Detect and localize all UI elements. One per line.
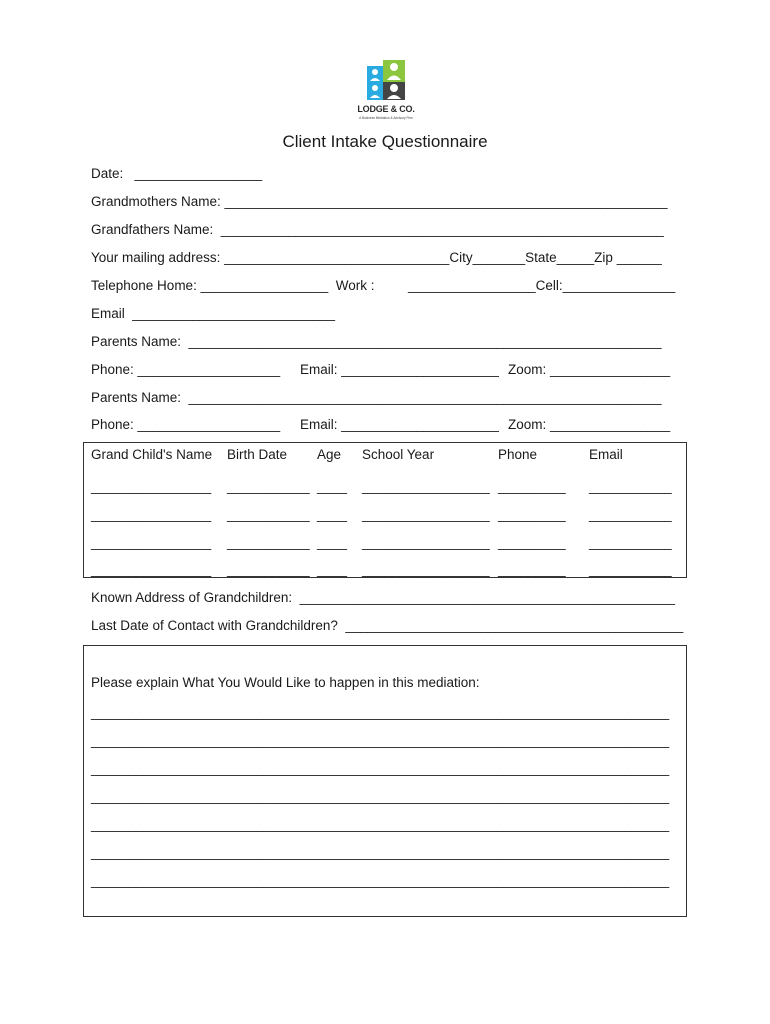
table-header-name: Grand Child's Name (91, 447, 213, 462)
people-icon (350, 58, 422, 104)
row-phone-blank[interactable]: _________ (498, 507, 566, 522)
explanation-prompt: Please explain What You Would Like to happen in this mediation: (91, 675, 480, 690)
explanation-line[interactable]: _____________________________________________________________________________ (91, 705, 670, 720)
explanation-line[interactable]: _____________________________________________________________________________ (91, 873, 670, 888)
row-name-blank[interactable]: ________________ (91, 562, 212, 577)
company-logo (350, 58, 422, 124)
grandmothers-name-field[interactable]: Grandmothers Name: ___________________________________________________________ (91, 194, 668, 209)
explanation-line[interactable]: _____________________________________________________________________________ (91, 761, 670, 776)
row-school-year-blank[interactable]: _________________ (362, 479, 490, 494)
telephone-cell-field[interactable]: _________________Cell:_______________ (408, 278, 676, 293)
parents-name-field-1[interactable]: Parents Name: _______________________________________________________________ (91, 334, 662, 349)
page-title: Client Intake Questionnaire (282, 132, 488, 151)
parents-phone-field-1[interactable]: Phone: ___________________ (91, 362, 281, 377)
parents-email-field-1[interactable]: Email: _____________________ (300, 362, 499, 377)
explanation-line[interactable]: _____________________________________________________________________________ (91, 845, 670, 860)
date-field[interactable]: Date: _________________ (91, 166, 263, 181)
grandfathers-name-field[interactable]: Grandfathers Name: ___________________________________________________________ (91, 222, 664, 237)
row-school-year-blank[interactable]: _________________ (362, 507, 490, 522)
row-name-blank[interactable]: ________________ (91, 507, 212, 522)
row-birth-date-blank[interactable]: ___________ (227, 507, 310, 522)
parents-email-field-2[interactable]: Email: _____________________ (300, 417, 499, 432)
parents-name-field-2[interactable]: Parents Name: _______________________________________________________________ (91, 390, 662, 405)
parents-phone-field-2[interactable]: Phone: ___________________ (91, 417, 281, 432)
parents-zoom-field-1[interactable]: Zoom: ________________ (508, 362, 671, 377)
row-phone-blank[interactable]: _________ (498, 562, 566, 577)
row-phone-blank[interactable]: _________ (498, 479, 566, 494)
explanation-line[interactable]: _____________________________________________________________________________ (91, 817, 670, 832)
mailing-address-field[interactable]: Your mailing address: ______________________________City_______State_____Zip ______ (91, 250, 662, 265)
table-header-email: Email (589, 447, 623, 462)
row-email-blank[interactable]: ___________ (589, 535, 672, 550)
email-field[interactable]: Email ___________________________ (91, 306, 335, 321)
table-header-age: Age (317, 447, 342, 462)
explanation-line[interactable]: _____________________________________________________________________________ (91, 789, 670, 804)
logo-name: LODGE & CO. (357, 104, 415, 114)
last-contact-field[interactable]: Last Date of Contact with Grandchildren? _____________________________________________ (91, 618, 684, 633)
row-name-blank[interactable]: ________________ (91, 479, 212, 494)
row-birth-date-blank[interactable]: ___________ (227, 479, 310, 494)
row-age-blank[interactable]: ____ (317, 479, 348, 494)
known-address-field[interactable]: Known Address of Grandchildren: __________________________________________________ (91, 590, 676, 605)
table-header-birth-date: Birth Date (227, 447, 288, 462)
telephone-home-work-field[interactable]: Telephone Home: _________________ Work : (91, 278, 375, 293)
row-age-blank[interactable]: ____ (317, 562, 348, 577)
row-age-blank[interactable]: ____ (317, 507, 348, 522)
row-school-year-blank[interactable]: _________________ (362, 535, 490, 550)
logo-tagline: A Business Mediation & Advisory Firm (359, 116, 413, 120)
row-email-blank[interactable]: ___________ (589, 479, 672, 494)
row-email-blank[interactable]: ___________ (589, 562, 672, 577)
row-name-blank[interactable]: ________________ (91, 535, 212, 550)
table-header-phone: Phone (498, 447, 538, 462)
row-phone-blank[interactable]: _________ (498, 535, 566, 550)
row-birth-date-blank[interactable]: ___________ (227, 535, 310, 550)
row-email-blank[interactable]: ___________ (589, 507, 672, 522)
row-birth-date-blank[interactable]: ___________ (227, 562, 310, 577)
row-age-blank[interactable]: ____ (317, 535, 348, 550)
row-school-year-blank[interactable]: _________________ (362, 562, 490, 577)
table-header-school-year: School Year (362, 447, 435, 462)
parents-zoom-field-2[interactable]: Zoom: ________________ (508, 417, 671, 432)
explanation-line[interactable]: _____________________________________________________________________________ (91, 733, 670, 748)
